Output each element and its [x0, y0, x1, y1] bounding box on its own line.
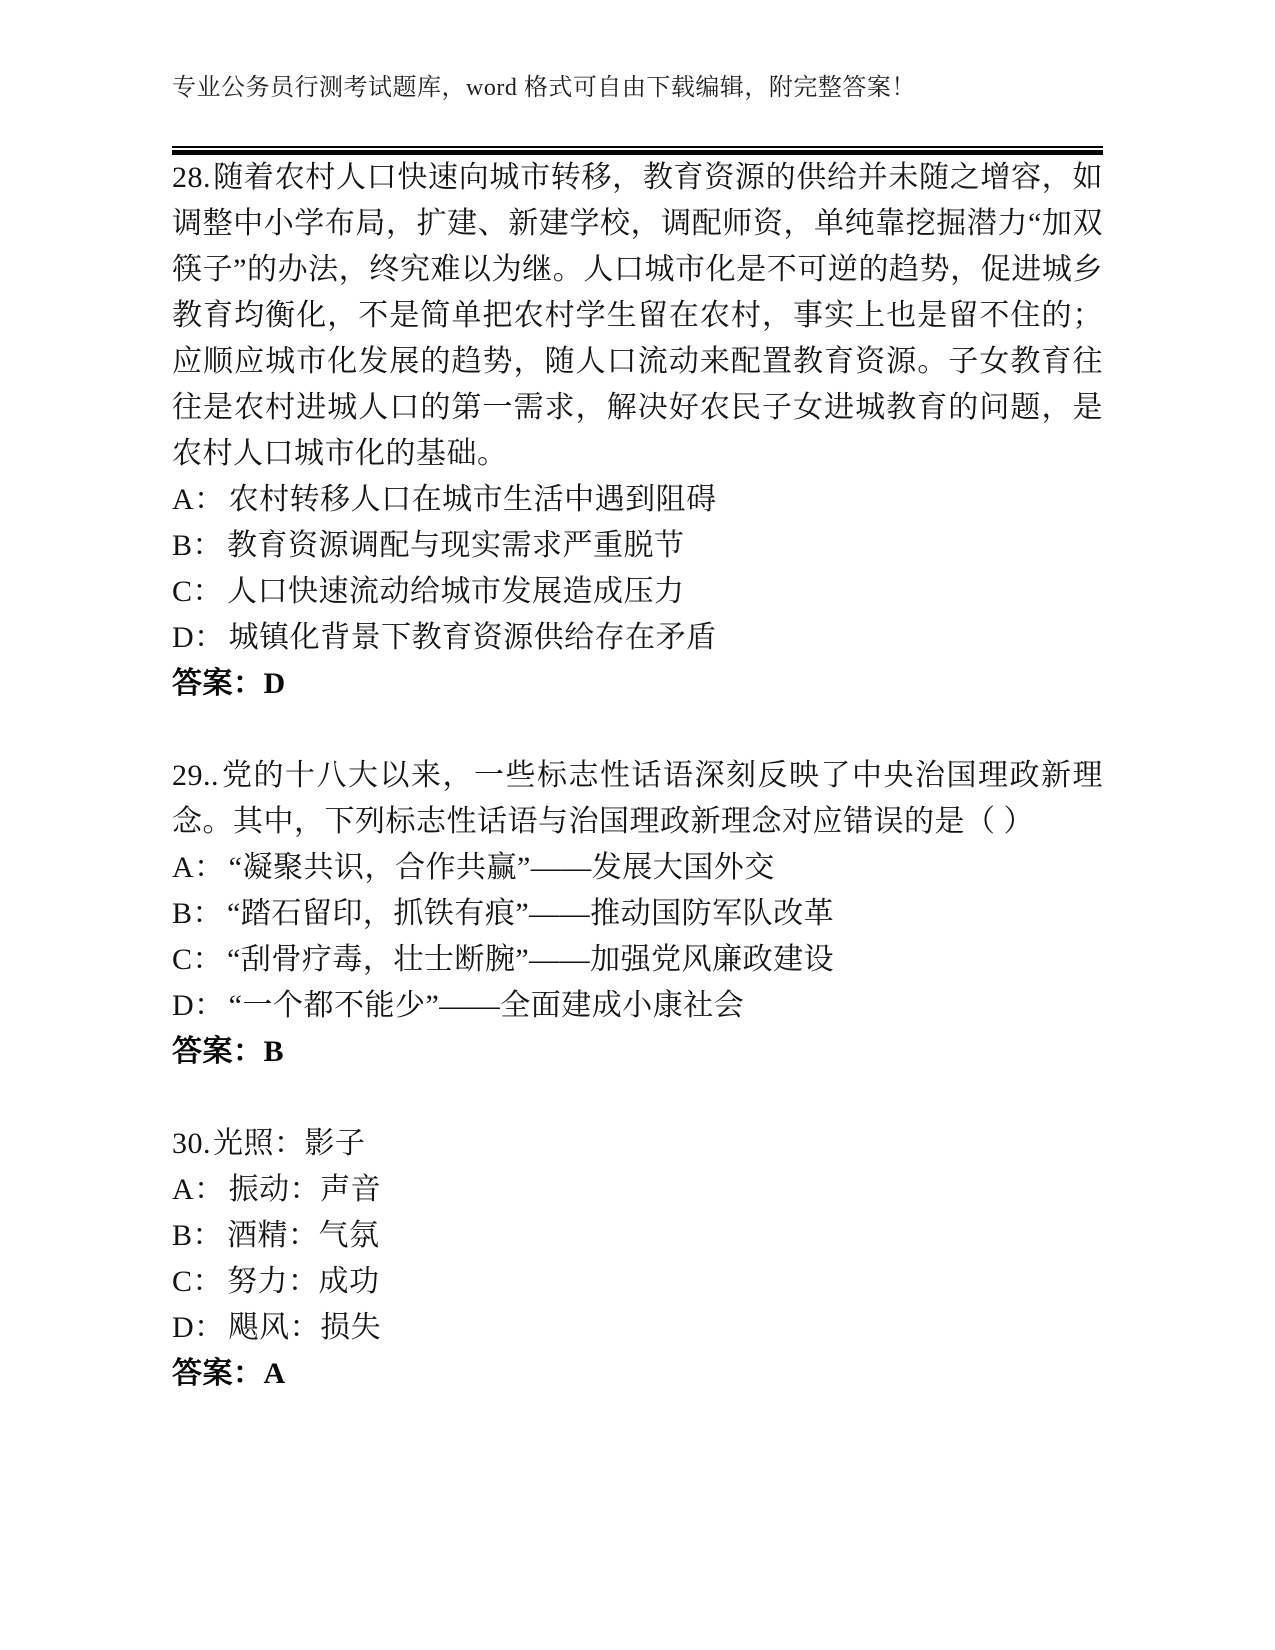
option-line — [172, 1305, 1103, 1351]
question-number: 29.. — [172, 759, 219, 792]
option-line — [172, 983, 1103, 1029]
option-text: 飓风：损失 — [228, 1311, 382, 1344]
question-stem — [172, 753, 1103, 845]
question-stem-text: 随着农村人口快速向城市转移，教育资源的供给并未随之增容，如调整中小学布局，扩建、新建学校，调配师资，单纯靠挖掘潜力“加双筷子”的办法，终究难以为继。人口城市化是不可逆的趋势，促进城乡教育均衡化，不是简单把农村学生留在农村，事实上也是留不住的；应顺应城市化发展的趋势，随人口流动来配置教育资源。子女教育往往是农村进城人口的第一需求，解决好农民子女进城教育的问题，是农村人口城市化的基础。 — [172, 161, 1103, 470]
option-text: 酒精：气氛 — [227, 1219, 380, 1252]
option-line — [172, 845, 1103, 891]
option-text: 人口快速流动给城市发展造成压力 — [227, 575, 685, 608]
option-line — [172, 477, 1103, 523]
question-number: 30. — [172, 1127, 211, 1160]
option-text: 振动：声音 — [228, 1173, 382, 1206]
question-stem — [172, 155, 1103, 477]
option-label: B： — [172, 1219, 224, 1252]
option-text: 农村转移人口在城市生活中遇到阻碍 — [228, 483, 717, 516]
option-text: 城镇化背景下教育资源供给存在矛盾 — [228, 621, 717, 654]
question-stem-text: 党的十八大以来，一些标志性话语深刻反映了中央治国理政新理念。其中，下列标志性话语与治国理政新理念对应错误的是（ ） — [172, 759, 1103, 838]
question-block — [172, 753, 1103, 1075]
option-line — [172, 891, 1103, 937]
answer-value: D — [263, 667, 286, 700]
option-text: “刮骨疗毒，壮士断腕”——加强党风廉政建设 — [227, 943, 835, 976]
question-stem — [172, 1121, 1103, 1167]
option-line — [172, 937, 1103, 983]
option-line — [172, 523, 1103, 569]
option-label: B： — [172, 529, 224, 562]
option-text: “一个都不能少”——全面建成小康社会 — [228, 989, 745, 1022]
option-label: C： — [172, 943, 224, 976]
option-label: D： — [172, 1311, 225, 1344]
answer-prefix: 答案： — [172, 1357, 264, 1390]
question-block — [172, 155, 1103, 707]
option-label: D： — [172, 621, 225, 654]
answer-line — [172, 661, 1103, 707]
option-label: C： — [172, 1265, 224, 1298]
document-content — [172, 0, 1103, 1397]
option-label: C： — [172, 575, 224, 608]
header-notice: 专业公务员行测考试题库，word 格式可自由下载编辑，附完整答案！ — [172, 75, 916, 101]
header-rule-divider — [172, 146, 1103, 155]
answer-prefix: 答案： — [172, 667, 264, 700]
option-text: “凝聚共识，合作共赢”——发展大国外交 — [228, 851, 775, 884]
option-text: “踏石留印，抓铁有痕”——推动国防军队改革 — [227, 897, 835, 930]
answer-value: A — [263, 1357, 286, 1390]
option-line — [172, 615, 1103, 661]
answer-prefix: 答案： — [172, 1035, 264, 1068]
option-line — [172, 1167, 1103, 1213]
option-line — [172, 569, 1103, 615]
option-label: A： — [172, 483, 225, 516]
option-text: 努力：成功 — [227, 1265, 380, 1298]
answer-line — [172, 1351, 1103, 1397]
option-label: A： — [172, 851, 225, 884]
option-line — [172, 1259, 1103, 1305]
option-label: B： — [172, 897, 224, 930]
option-text: 教育资源调配与现实需求严重脱节 — [227, 529, 685, 562]
question-number: 28. — [172, 161, 211, 194]
option-line — [172, 1213, 1103, 1259]
option-label: D： — [172, 989, 225, 1022]
question-block — [172, 1121, 1103, 1397]
answer-line — [172, 1029, 1103, 1075]
question-stem-text: 光照：影子 — [213, 1127, 366, 1160]
option-label: A： — [172, 1173, 225, 1206]
answer-value: B — [263, 1035, 285, 1068]
